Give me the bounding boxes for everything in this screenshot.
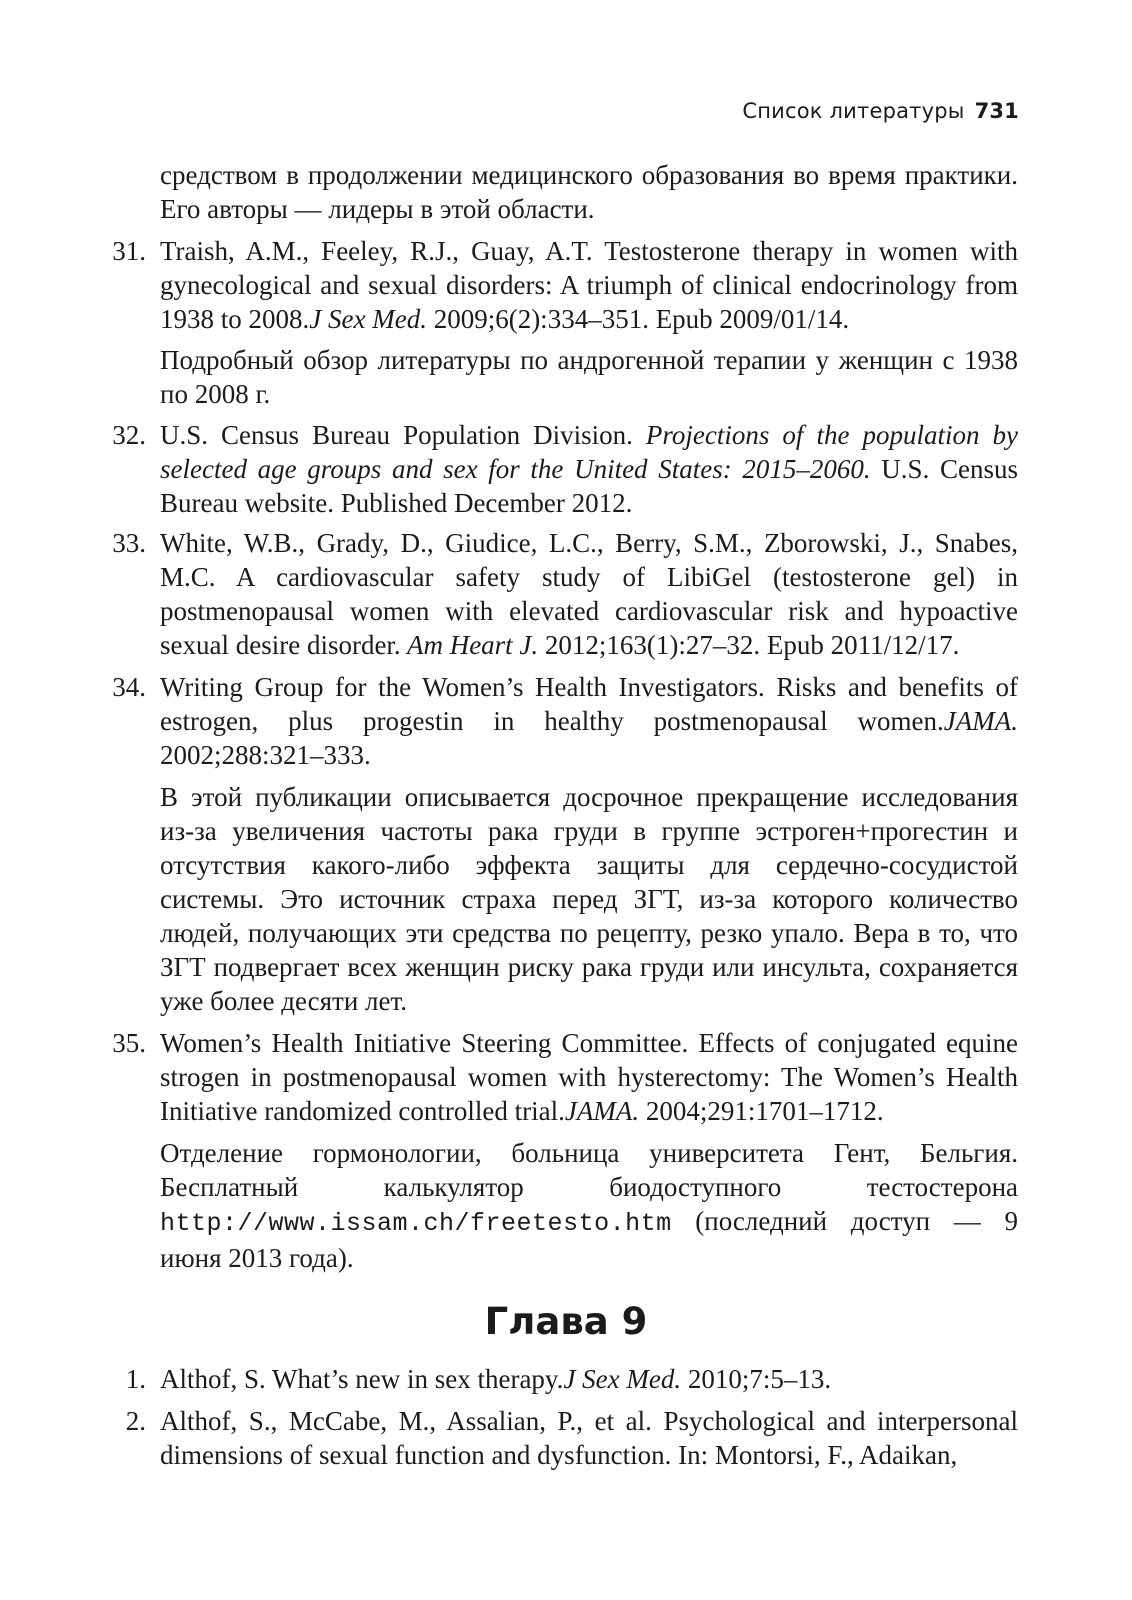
journal-name: JAMA. <box>564 1096 640 1126</box>
calculator-url[interactable]: http://www.issam.ch/freetesto.htm <box>160 1209 672 1238</box>
running-header <box>742 99 1019 123</box>
journal-name: JAMA. <box>943 706 1018 736</box>
ref-entry: Althof, S., McCabe, M., Assalian, P., et al. Psychological and interpersonal dimensions of sexual function and dysfunction. In: Montorsi, F., Adaikan, <box>160 1406 1018 1470</box>
journal-name: J Sex Med. <box>309 304 427 334</box>
ref-number: 35. <box>112 1028 146 1058</box>
ref-entry: Women’s Health Initiative Steering Committee. Effects of conjugated equine strogen in postmenopausal women with hysterectomy: The Women’s Health Initiative randomized controlled trial.JAMA. 2004;291:1701–1712. <box>160 1028 1018 1126</box>
ref-number: 1. <box>125 1364 146 1394</box>
ref-annotation: В этой публикации описывается досрочное прекращение исследования из-за увеличения частоты рака груди в группе эстроген+прогестин и отсутствия какого-либо эффекта защиты для сердечно-сосудистой системы. Это источник страха перед ЗГТ, из-за которого количество людей, получающих эти средства по рецепту, резко упало. Вера в то, что ЗГТ подвергает всех женщин риску рака груди или инсульта, сохраняется уже более десяти лет. <box>160 782 1018 1016</box>
ref-number: 32. <box>112 420 146 450</box>
ref-number: 2. <box>125 1406 146 1436</box>
chapter-heading: Глава 9 <box>484 1300 648 1343</box>
page-number: 731 <box>974 99 1019 123</box>
ref-annotation: Отделение гормонологии, больница университета Гент, Бельгия. Бесплатный калькулятор биодоступного тестостерона http://www.issam.ch/freetesto.htm (последний доступ — 9 июня 2013 года). <box>160 1138 1018 1273</box>
ref-number: 33. <box>112 528 146 558</box>
publication-title: Projections of the population by selected age groups and sex for the United States: 2015–2060. <box>160 420 1018 484</box>
ref-number: 34. <box>112 672 146 702</box>
ref-entry: U.S. Census Bureau Population Division. Projections of the population by selected age groups and sex for the United States: 2015–2060. U.S. Census Bureau website. Published December 2012. <box>160 420 1018 518</box>
ref-entry: Althof, S. What’s new in sex therapy.J Sex Med. 2010;7:5–13. <box>160 1364 832 1394</box>
ref-annotation: Подробный обзор литературы по андрогенной терапии у женщин с 1938 по 2008 г. <box>160 345 1018 409</box>
ref-number: 31. <box>112 236 146 266</box>
journal-name: J Sex Med. <box>563 1364 682 1394</box>
ref-entry: White, W.B., Grady, D., Giudice, L.C., Berry, S.M., Zborowski, J., Snabes, M.C. A cardiovascular safety study of LibiGel (testosterone gel) in postmenopausal women with elevated cardiovascular risk and hypoactive sexual desire disorder. Am Heart J. 2012;163(1):27–32. Epub 2011/12/17. <box>160 528 1018 660</box>
continuation-text: средством в продолжении медицинского образования во время практики. Его авторы — лидеры в этой области. <box>160 160 1018 224</box>
ref-entry: Traish, A.M., Feeley, R.J., Guay, A.T. Testosterone therapy in women with gynecological and sexual disorders: A triumph of clinical endocrinology from 1938 to 2008.J Sex Med. 2009;6(2):334–351. Epub 2009/01/14. <box>160 236 1018 334</box>
journal-name: Am Heart J. <box>400 630 539 660</box>
running-header-title: Список литературы <box>742 99 965 123</box>
ref-entry: Writing Group for the Women’s Health Investigators. Risks and benefits of estrogen, plus progestin in healthy postmenopausal women.JAMA. 2002;288:321–333. <box>160 672 1018 770</box>
